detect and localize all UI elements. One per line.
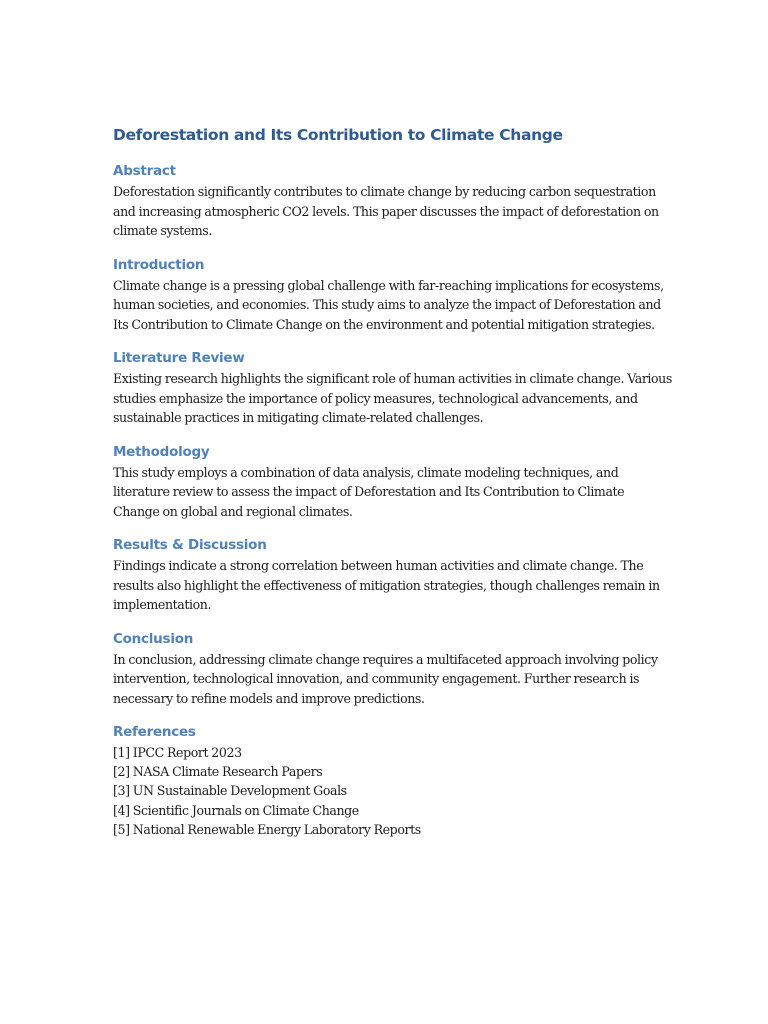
section-body-methodology: This study employs a combination of data analysis, climate modeling techniques, and literature review to assess the impact of Deforestation and Its Contribution to Climate Change on global and regional climates.	[113, 464, 625, 519]
section-heading-literature-review: Literature Review	[113, 350, 245, 366]
section-body-results-discussion: Findings indicate a strong correlation between human activities and climate change. The results also highlight the effectiveness of mitigation strategies, though challenges remain in implementation.	[113, 558, 660, 612]
section-heading-introduction: Introduction	[113, 256, 205, 273]
reference-item: [5] National Renewable Energy Laboratory Reports	[113, 821, 421, 837]
section-heading-abstract: Abstract	[113, 163, 176, 179]
paper-page	[113, 124, 673, 839]
section-methodology	[113, 443, 673, 522]
section-heading-methodology: Methodology	[113, 443, 210, 460]
paper-title: Deforestation and Its Contribution to Climate Change	[113, 126, 563, 144]
section-results-discussion	[113, 536, 673, 615]
section-body-conclusion: In conclusion, addressing climate change requires a multifaceted approach involving policy intervention, technological innovation, and community engagement. Further research is necessary to refine models and improve predictions.	[113, 651, 658, 706]
section-introduction	[113, 256, 673, 335]
reference-item: [2] NASA Climate Research Papers	[113, 764, 323, 780]
reference-item: [1] IPCC Report 2023	[113, 745, 242, 760]
reference-item: [3] UN Sustainable Development Goals	[113, 783, 347, 799]
section-heading-references: References	[113, 724, 196, 740]
reference-item: [4] Scientific Journals on Climate Change	[113, 802, 359, 818]
section-references	[113, 723, 673, 839]
section-literature-review	[113, 349, 673, 428]
section-abstract	[113, 162, 673, 241]
section-heading-conclusion: Conclusion	[113, 630, 194, 647]
reference-list	[113, 743, 673, 839]
section-body-abstract: Deforestation significantly contributes to climate change by reducing carbon sequestration and increasing atmospheric CO2 levels. This paper discusses the impact of deforestation on climate systems.	[113, 184, 659, 238]
section-heading-results-discussion: Results & Discussion	[113, 537, 267, 553]
section-conclusion	[113, 630, 673, 709]
section-body-literature-review: Existing research highlights the significant role of human activities in climate change. Various studies emphasize the importance of policy measures, technological advancements, and sustainable practices in mitigating climate-related challenges.	[113, 371, 672, 425]
section-body-introduction: Climate change is a pressing global challenge with far-reaching implications for ecosystems, human societies, and economies. This study aims to analyze the impact of Deforestation and Its Contribution to Climate Change on the environment and potential mitigation strategies.	[113, 277, 664, 332]
